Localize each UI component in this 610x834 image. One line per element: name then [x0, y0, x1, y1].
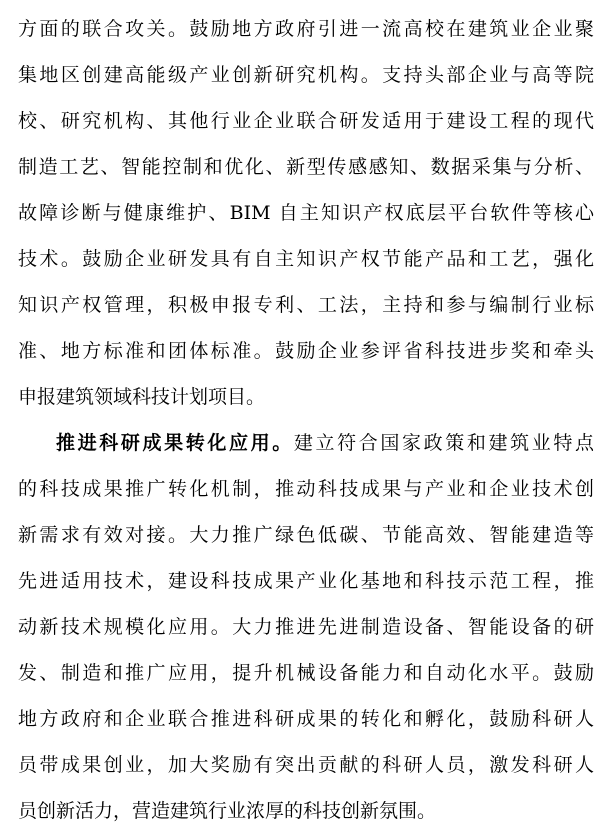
- text-line: 方面的联合攻关。鼓励地方政府引进一流高校在建筑业企业聚: [18, 18, 594, 40]
- text-line: 准、地方标准和团体标准。鼓励企业参评省科技进步奖和牵头: [18, 340, 594, 362]
- text-line: 地方政府和企业联合推进科研成果的转化和孵化，鼓励科研人: [18, 708, 594, 730]
- text-line: 技术。鼓励企业研发具有自主知识产权节能产品和工艺，强化: [18, 248, 594, 270]
- text-line: 动新技术规模化应用。大力推进先进制造设备、智能设备的研: [18, 616, 594, 638]
- text-line: 制造工艺、智能控制和优化、新型传感感知、数据采集与分析、: [18, 156, 594, 178]
- text-line: 故障诊断与健康维护、BIM 自主知识产权底层平台软件等核心: [18, 202, 594, 224]
- text-line: 员带成果创业，加大奖励有突出贡献的科研人员，激发科研人: [18, 754, 594, 776]
- paragraph-heading: 推进科研成果转化应用。: [56, 432, 294, 454]
- text-line: 的科技成果推广转化机制，推动科技成果与产业和企业技术创: [18, 478, 594, 500]
- text-line: 新需求有效对接。大力推广绿色低碳、节能高效、智能建造等: [18, 524, 594, 546]
- text-line: 知识产权管理，积极申报专利、工法，主持和参与编制行业标: [18, 294, 594, 316]
- paragraph-first-line: [18, 420, 594, 466]
- text-line: 集地区创建高能级产业创新研究机构。支持头部企业与高等院: [18, 64, 594, 86]
- paragraph-research-collaboration: [18, 6, 594, 420]
- text-line: 先进适用技术，建设科技成果产业化基地和科技示范工程，推: [18, 570, 594, 592]
- text-line: 发、制造和推广应用，提升机械设备能力和自动化水平。鼓励: [18, 662, 594, 684]
- text-run: 建立符合国家政策和建筑业特点: [293, 432, 594, 454]
- text-line: 申报建筑领域科技计划项目。: [18, 386, 266, 408]
- text-line: 员创新活力，营造建筑行业浓厚的科技创新氛围。: [18, 800, 437, 822]
- document-page: [18, 6, 594, 834]
- text-line: 校、研究机构、其他行业企业联合研发适用于建设工程的现代: [18, 110, 594, 132]
- paragraph-research-transformation: [18, 420, 594, 834]
